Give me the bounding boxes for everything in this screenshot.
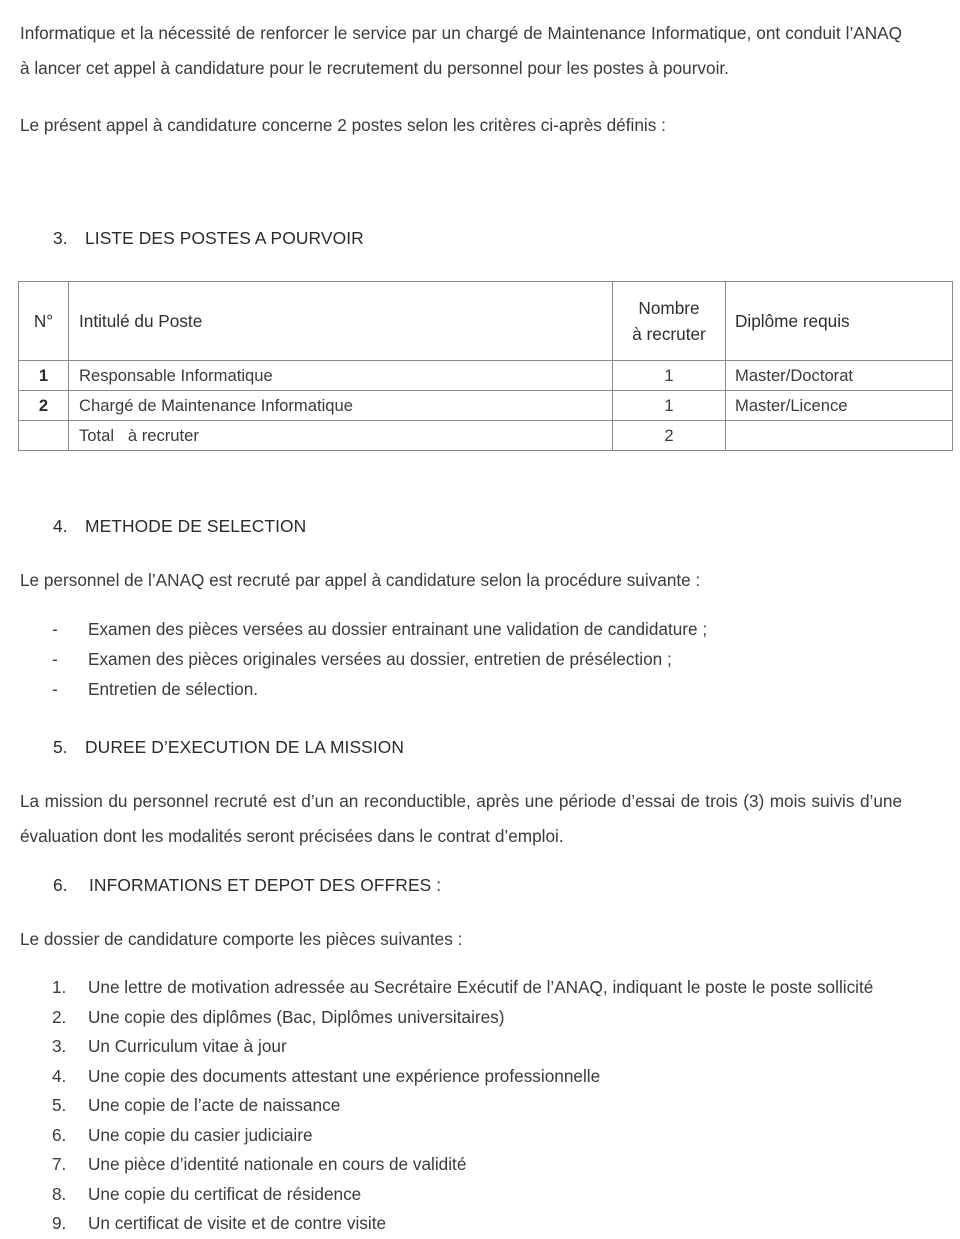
table-row xyxy=(19,361,953,391)
section-3-gap-extra xyxy=(0,195,960,223)
posts-table-body xyxy=(19,361,953,451)
section-6-intro: Le dossier de candidature comporte les pièces suivantes : xyxy=(20,929,463,949)
section-6-list-gap xyxy=(0,957,960,973)
section-5-number: 5. xyxy=(53,737,68,757)
list-item xyxy=(0,674,960,704)
list-item xyxy=(0,1150,960,1180)
list-item-text: Entretien de sélection. xyxy=(88,679,259,699)
section-4-gap-extra xyxy=(0,495,960,511)
list-item-marker: 7. xyxy=(52,1154,67,1174)
section-3-number: 3. xyxy=(53,228,68,248)
section-4-gap xyxy=(0,451,960,495)
section-6-title: INFORMATIONS ET DEPOT DES OFFRES : xyxy=(89,875,442,895)
list-item xyxy=(0,1121,960,1151)
list-item xyxy=(0,973,960,1003)
list-item-text: Une pièce d’identité nationale en cours de validité xyxy=(88,1154,467,1174)
cell-num xyxy=(19,421,69,451)
list-item-text: Une copie du certificat de résidence xyxy=(88,1183,362,1204)
section-heading-5 xyxy=(0,732,960,762)
paragraph-gap-1 xyxy=(0,86,960,108)
section-5-gap xyxy=(0,704,960,732)
section-heading-4 xyxy=(0,511,960,541)
list-item-text: Une copie des documents attestant une expérience professionnelle xyxy=(88,1065,601,1086)
intro-paragraph-2: Le présent appel à candidature concerne 2 postes selon les critères ci-après définis : xyxy=(20,115,666,135)
list-item xyxy=(0,1091,960,1121)
section-6-intro-gap xyxy=(0,900,960,922)
section-5-title: DUREE D’EXECUTION DE LA MISSION xyxy=(85,737,405,757)
list-item-marker: 3. xyxy=(52,1036,67,1056)
section-4-intro: Le personnel de l’ANAQ est recruté par appel à candidature selon la procédure suivante : xyxy=(20,570,701,590)
list-item-text: Examen des pièces originales versées au dossier, entretien de présélection ; xyxy=(88,649,672,669)
list-item-text: Une lettre de motivation adressée au Secrétaire Exécutif de l’ANAQ, indiquant le poste le poste sollicité xyxy=(88,977,874,997)
list-item-text: Une copie de l’acte de naissance xyxy=(88,1095,341,1115)
header-cell-count xyxy=(613,282,726,361)
section-4-number: 4. xyxy=(53,516,68,536)
section-heading-3 xyxy=(0,223,960,253)
cell-diploma xyxy=(726,421,953,451)
cell-count-total: 2 xyxy=(613,421,726,451)
cell-diploma: Master/Licence xyxy=(726,391,953,421)
list-item xyxy=(0,1209,960,1239)
posts-table-header xyxy=(19,282,953,361)
section-6-gap xyxy=(0,854,960,870)
intro-paragraph-1: Informatique et la nécessité de renforcer le service par un chargé de Maintenance Informatique, ont conduit l’ANAQ à lancer cet appel à candidature pour le recrutement du personnel pour les postes à pourvoir. xyxy=(20,23,902,78)
required-documents-list xyxy=(0,973,960,1239)
list-item-marker: 2. xyxy=(52,1006,67,1027)
table-header-row xyxy=(19,282,953,361)
cell-title-total: Total à recruter xyxy=(69,421,613,451)
header-cell-title: Intitulé du Poste xyxy=(69,282,613,361)
list-item-marker: 5. xyxy=(52,1095,67,1115)
section-3-title: LISTE DES POSTES A POURVOIR xyxy=(85,228,364,248)
header-cell-diploma: Diplôme requis xyxy=(726,282,953,361)
list-item-marker: 9. xyxy=(52,1213,67,1233)
list-item-marker: 8. xyxy=(52,1183,67,1204)
list-item xyxy=(0,1003,960,1033)
cell-title: Responsable Informatique xyxy=(69,361,613,391)
top-spacer xyxy=(0,0,960,16)
list-item-marker: 1. xyxy=(52,977,67,997)
list-item xyxy=(0,644,960,674)
list-item xyxy=(0,1180,960,1210)
section-4-list-gap xyxy=(0,598,960,614)
section-4-title: METHODE DE SELECTION xyxy=(85,516,307,536)
posts-table xyxy=(18,281,953,451)
table-row-total xyxy=(19,421,953,451)
header-count-line1: Nombre xyxy=(638,298,700,318)
list-item-text: Une copie du casier judiciaire xyxy=(88,1124,313,1145)
list-item-text: Une copie des diplômes (Bac, Diplômes universitaires) xyxy=(88,1006,505,1027)
list-item-text: Un Curriculum vitae à jour xyxy=(88,1036,287,1056)
table-top-gap xyxy=(0,253,960,281)
list-item-text: Un certificat de visite et de contre visite xyxy=(88,1213,387,1233)
cell-title: Chargé de Maintenance Informatique xyxy=(69,391,613,421)
cell-count: 1 xyxy=(613,391,726,421)
cell-diploma: Master/Doctorat xyxy=(726,361,953,391)
cell-count: 1 xyxy=(613,361,726,391)
header-count-line2: à recruter xyxy=(632,324,706,344)
header-cell-num: N° xyxy=(19,282,69,361)
section-4-intro-gap xyxy=(0,541,960,563)
section-6-number: 6. xyxy=(53,875,68,895)
section-3-gap xyxy=(0,143,960,195)
dash-bullet-marker: - xyxy=(52,649,58,669)
list-item-marker: 6. xyxy=(52,1124,67,1145)
dash-bullet-marker: - xyxy=(52,679,58,699)
table-row xyxy=(19,391,953,421)
posts-table-wrapper xyxy=(0,281,960,451)
list-item xyxy=(0,1062,960,1092)
section-5-body-gap xyxy=(0,762,960,784)
cell-num: 2 xyxy=(19,391,69,421)
selection-method-list xyxy=(0,614,960,704)
section-heading-6 xyxy=(0,870,960,900)
list-item xyxy=(0,1032,960,1062)
dash-bullet-marker: - xyxy=(52,619,58,639)
list-item xyxy=(0,614,960,644)
cell-num: 1 xyxy=(19,361,69,391)
list-item-marker: 4. xyxy=(52,1065,67,1086)
section-5-body: La mission du personnel recruté est d’un an reconductible, après une période d’essai de trois (3) mois suivis d’une évaluation dont les modalités seront précisées dans le contrat d’emploi. xyxy=(20,791,902,846)
list-item-text: Examen des pièces versées au dossier entrainant une validation de candidature ; xyxy=(88,619,708,639)
